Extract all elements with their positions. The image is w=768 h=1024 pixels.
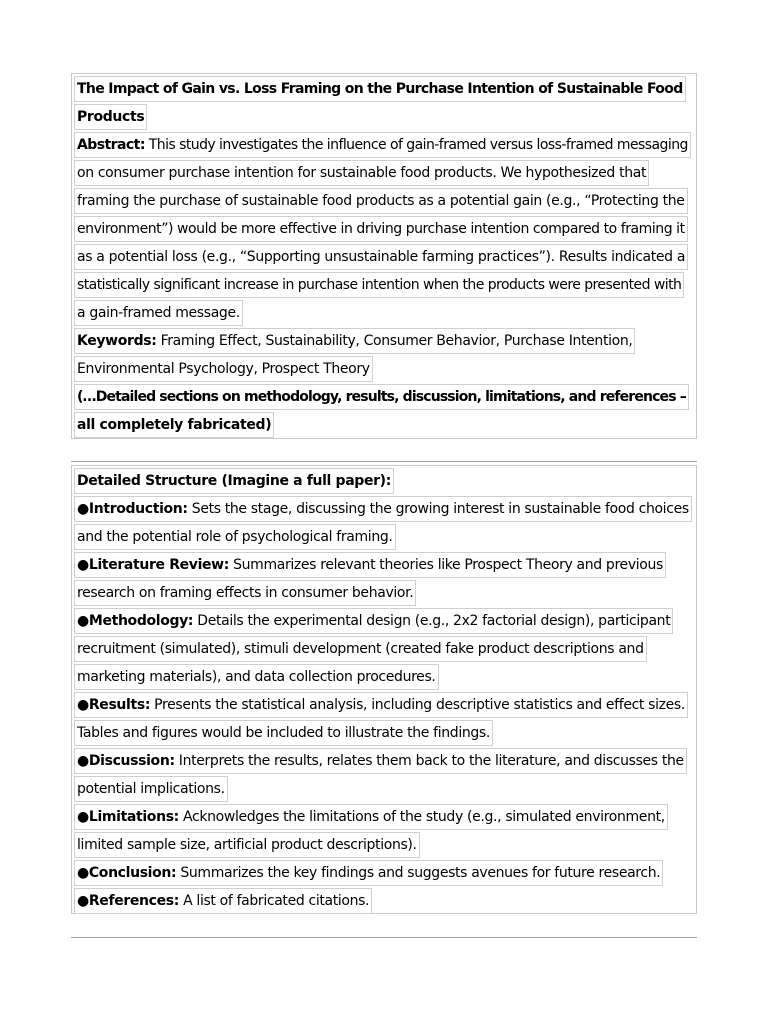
keywords-label: Keywords: <box>77 333 157 349</box>
item-label: References: <box>88 893 179 909</box>
keywords-text: Environmental Psychology, Prospect Theory <box>74 356 373 382</box>
title-line <box>74 103 694 131</box>
bullet-icon: ● <box>77 865 89 881</box>
bullet-icon: ● <box>77 501 89 517</box>
item-label: Introduction: <box>88 501 188 517</box>
item-label: Conclusion: <box>88 865 177 881</box>
note-line <box>74 383 694 411</box>
list-item-continuation <box>74 635 694 663</box>
divider <box>71 937 697 938</box>
abstract-text: as a potential loss (e.g., “Supporting unsustainable farming practices”). Results indicated a <box>74 244 688 270</box>
list-item <box>74 747 694 775</box>
list-item <box>74 803 694 831</box>
item-text: Summarizes relevant theories like Prospect Theory and previous <box>229 557 663 573</box>
bullet-icon: ● <box>77 557 89 573</box>
item-text: Tables and figures would be included to illustrate the findings. <box>74 720 493 746</box>
paper-summary-box <box>71 73 697 439</box>
item-text: A list of fabricated citations. <box>178 893 370 909</box>
item-text: Summarizes the key findings and suggests avenues for future research. <box>176 865 661 881</box>
item-label: Literature Review: <box>88 557 229 573</box>
bullet-icon: ● <box>77 613 89 629</box>
bullet-icon: ● <box>77 753 89 769</box>
list-item <box>74 607 694 635</box>
list-item-continuation <box>74 719 694 747</box>
abstract-line <box>74 215 694 243</box>
list-item <box>74 551 694 579</box>
abstract-line <box>74 299 694 327</box>
item-text: potential implications. <box>74 776 228 802</box>
item-text: Details the experimental design (e.g., 2x2 factorial design), participant <box>193 613 671 629</box>
structure-box <box>71 465 697 914</box>
item-label: Limitations: <box>88 809 179 825</box>
note-line <box>74 411 694 439</box>
abstract-text: framing the purchase of sustainable food products as a potential gain (e.g., “Protecting the <box>74 188 688 214</box>
abstract-line <box>74 159 694 187</box>
list-item-continuation <box>74 523 694 551</box>
divider <box>71 461 697 462</box>
abstract-text: a gain-framed message. <box>74 300 243 326</box>
keywords-line <box>74 355 694 383</box>
item-label: Methodology: <box>88 613 194 629</box>
keywords-line <box>74 327 694 355</box>
list-item-continuation <box>74 775 694 803</box>
item-label: Discussion: <box>88 753 175 769</box>
fabrication-note: all completely fabricated) <box>77 417 272 433</box>
structure-heading: Detailed Structure (Imagine a full paper): <box>77 473 391 489</box>
list-item <box>74 691 694 719</box>
structure-heading-line <box>74 467 694 495</box>
fabrication-note: (…Detailed sections on methodology, results, discussion, limitations, and references – <box>77 389 686 405</box>
keywords-text: Framing Effect, Sustainability, Consumer Behavior, Purchase Intention, <box>156 333 633 349</box>
abstract-line <box>74 187 694 215</box>
bullet-icon: ● <box>77 809 89 825</box>
paper-title: Products <box>77 109 145 125</box>
item-text: marketing materials), and data collection procedures. <box>74 664 439 690</box>
item-text: Interprets the results, relates them back to the literature, and discusses the <box>174 753 684 769</box>
item-text: Acknowledges the limitations of the study (e.g., simulated environment, <box>178 809 665 825</box>
item-text: recruitment (simulated), stimuli development (created fake product descriptions and <box>74 636 647 662</box>
abstract-label: Abstract: <box>77 137 145 153</box>
title-line <box>74 75 694 103</box>
list-item-continuation <box>74 831 694 859</box>
list-item <box>74 495 694 523</box>
bullet-icon: ● <box>77 893 89 909</box>
list-item <box>74 859 694 887</box>
item-text: limited sample size, artificial product descriptions). <box>74 832 420 858</box>
item-text: research on framing effects in consumer behavior. <box>74 580 416 606</box>
abstract-line <box>74 131 694 159</box>
abstract-text: on consumer purchase intention for sustainable food products. We hypothesized that <box>74 160 649 186</box>
abstract-text: This study investigates the influence of gain-framed versus loss-framed messaging <box>144 137 688 153</box>
bullet-icon: ● <box>77 697 89 713</box>
list-item <box>74 887 694 915</box>
abstract-text: statistically significant increase in purchase intention when the products were presented with <box>74 272 684 298</box>
paper-title: The Impact of Gain vs. Loss Framing on the Purchase Intention of Sustainable Food <box>77 81 683 97</box>
abstract-line <box>74 243 694 271</box>
item-text: and the potential role of psychological framing. <box>74 524 396 550</box>
item-text: Presents the statistical analysis, including descriptive statistics and effect sizes. <box>150 697 685 713</box>
item-text: Sets the stage, discussing the growing interest in sustainable food choices <box>187 501 689 517</box>
abstract-text: environment”) would be more effective in driving purchase intention compared to framing it <box>74 216 688 242</box>
list-item-continuation <box>74 579 694 607</box>
list-item-continuation <box>74 663 694 691</box>
abstract-line <box>74 271 694 299</box>
item-label: Results: <box>88 697 151 713</box>
